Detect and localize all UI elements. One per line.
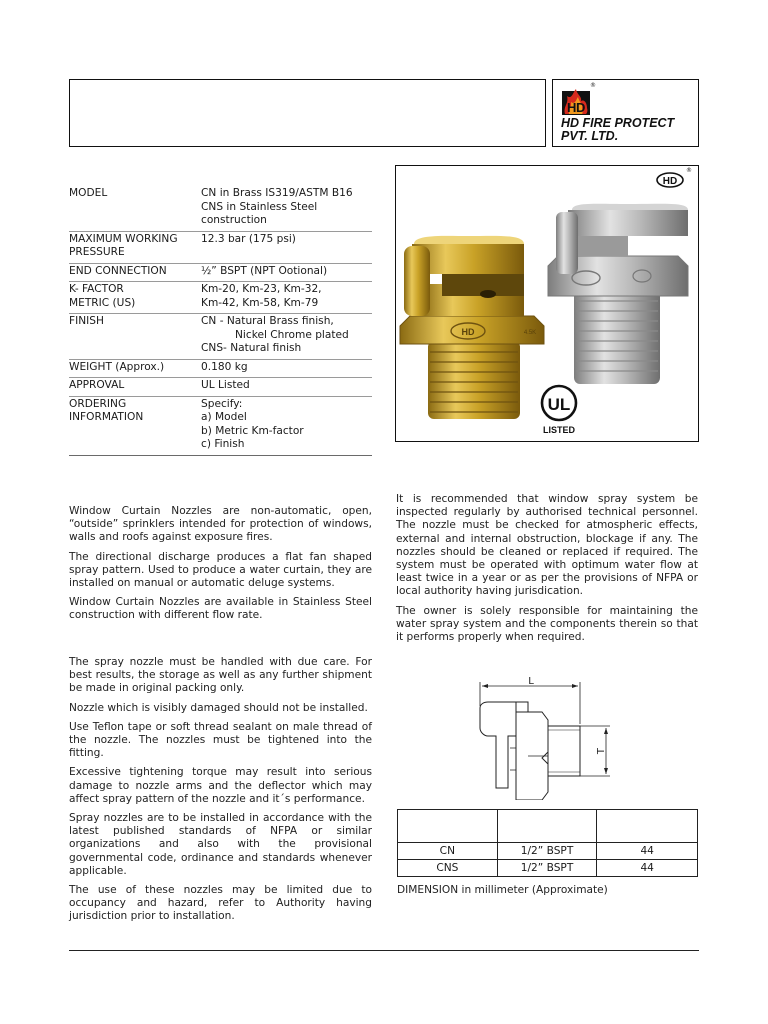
- installation-paragraph: The use of these nozzles may be limited due to occupancy and hazard, refer to Authority having jurisdiction prior to installation.: [69, 884, 372, 923]
- company-name-line1: HD FIRE PROTECT: [561, 116, 675, 130]
- spec-value: [201, 359, 372, 378]
- spec-key-line: WEIGHT (Approx.): [69, 360, 165, 373]
- spec-row: [69, 359, 372, 378]
- svg-text:H: H: [567, 100, 577, 115]
- spec-key-line: END CONNECTION: [69, 264, 167, 277]
- dimension-cell: 44: [597, 843, 698, 860]
- hd-badge-text: HD: [662, 176, 678, 187]
- spec-key-line: APPROVAL: [69, 379, 125, 391]
- spec-key: [69, 378, 201, 397]
- dimension-row: [398, 843, 698, 860]
- spec-value-line: Specify:: [201, 397, 243, 410]
- spec-key-line: MODEL: [69, 187, 108, 199]
- dimension-header-cell: [398, 810, 498, 843]
- spec-value-line: CN - Natural Brass finish,: [201, 315, 334, 327]
- installation-paragraph: Spray nozzles are to be installed in accordance with the latest published standards of NFPA or similar organizations and also with the provisional governmental code, ordinance and standards whenever applicable.: [69, 812, 372, 877]
- brass-nozzle-stamp-side: 4.5K: [523, 330, 537, 336]
- spec-value: [201, 282, 372, 314]
- hd-flame-logo-icon: [561, 86, 591, 116]
- description-paragraph: Window Curtain Nozzles are available in Stainless Steel construction with different flow rate.: [69, 596, 372, 622]
- spec-row: [69, 186, 372, 231]
- brass-nozzle-stamp: HD: [461, 327, 475, 337]
- spec-value-line: CN in Brass IS319/ASTM B16: [201, 187, 353, 199]
- spec-row: [69, 263, 372, 282]
- installation-paragraph: The spray nozzle must be handled with due care. For best results, the storage as well as any further shipment be made in original packing only.: [69, 656, 372, 695]
- dimension-cell: 1/2” BSPT: [497, 860, 597, 877]
- spec-value-line: construction: [201, 214, 267, 226]
- spec-value-line: b) Metric Km-factor: [201, 424, 304, 437]
- dimension-label-t: T: [596, 747, 607, 755]
- dimension-header-cell: [597, 810, 698, 843]
- dimension-cell: CN: [398, 843, 498, 860]
- hd-badge-registered: ®: [686, 167, 692, 174]
- spec-key-line: PRESSURE: [69, 246, 125, 258]
- maintenance-section: [396, 493, 698, 650]
- spec-key-line: INFORMATION: [69, 411, 144, 423]
- spec-key-line: METRIC (US): [69, 296, 136, 309]
- dimension-label-l: L: [528, 676, 534, 687]
- spec-key: [69, 282, 201, 314]
- spec-value: [201, 396, 372, 455]
- maintenance-paragraph: It is recommended that window spray system be inspected regularly by authorised technical personnel. The nozzle must be checked for atmospheric effects, external and internal obstruction, blockage if any. The nozzles should be cleaned or replaced if required. The system must be operated with optimum water flow at least twice in a year or as per the provisions of NFPA or local authority having jurisdication.: [396, 493, 698, 598]
- dimension-cell: 44: [597, 860, 698, 877]
- registered-mark: ®: [590, 82, 596, 89]
- spec-key-line: ORDERING: [69, 397, 127, 410]
- hd-badge-icon: [657, 167, 692, 187]
- spec-value-line: UL Listed: [201, 379, 250, 391]
- spec-row: [69, 378, 372, 397]
- description-paragraph: The directional discharge produces a flat fan shaped spray pattern. Used to produce a water curtain, they are installed on manual or automatic deluge systems.: [69, 550, 372, 590]
- description-section: [69, 505, 372, 629]
- spec-value-line: CNS in Stainless Steel: [201, 200, 318, 213]
- dimension-row: [398, 860, 698, 877]
- stainless-nozzle-image: [548, 204, 688, 384]
- spec-row: [69, 314, 372, 360]
- spec-value-line: Nickel Chrome plated: [235, 328, 349, 341]
- installation-paragraph: Use Teflon tape or soft thread sealant on male thread of the nozzle. The nozzles must be tightened into the fitting.: [69, 720, 372, 760]
- spec-value: [201, 314, 372, 360]
- spec-row: [69, 231, 372, 263]
- spec-key: [69, 359, 201, 378]
- spec-row: [69, 282, 372, 314]
- spec-key: [69, 396, 201, 455]
- specification-table: [69, 186, 372, 456]
- dimension-table: [397, 809, 698, 877]
- brass-nozzle-image: [400, 236, 544, 419]
- spec-value-line: ½” BSPT (NPT Ootional): [201, 264, 328, 277]
- document-title-box: [69, 79, 546, 147]
- spec-value-line: 12.3 bar (175 psi): [201, 232, 296, 245]
- spec-key: [69, 314, 201, 360]
- spec-key-line: FINISH: [69, 315, 104, 327]
- product-photo: [395, 165, 699, 442]
- ul-mark-text: UL: [547, 395, 571, 414]
- spec-value: [201, 231, 372, 263]
- dimension-header-row: [398, 810, 698, 843]
- ul-listed-mark-icon: [542, 386, 576, 435]
- description-paragraph: Window Curtain Nozzles are non-automatic, open, “outside” sprinklers intended for protection of windows, walls and roofs against exposure fires.: [69, 505, 372, 544]
- company-name: [561, 117, 674, 143]
- spec-value-line: c) Finish: [201, 438, 245, 450]
- ul-listed-text: LISTED: [542, 425, 576, 435]
- spec-row: [69, 396, 372, 455]
- company-name-line2: PVT. LTD.: [561, 129, 619, 143]
- dimension-diagram: [470, 672, 620, 800]
- spec-key: [69, 186, 201, 231]
- maintenance-paragraph: The owner is solely responsible for maintaining the water spray system and the components therein so that it performs properly when required.: [396, 604, 698, 644]
- spec-value: [201, 263, 372, 282]
- company-logo-box: [552, 79, 699, 147]
- spec-key-line: K- FACTOR: [69, 283, 124, 295]
- spec-key-line: MAXIMUM WORKING: [69, 232, 178, 245]
- spec-value: [201, 378, 372, 397]
- dimension-cell: CNS: [398, 860, 498, 877]
- spec-value: [201, 186, 372, 231]
- dimension-cell: 1/2” BSPT: [497, 843, 597, 860]
- spec-value-line: Km-20, Km-23, Km-32,: [201, 283, 322, 295]
- footer-divider: [69, 950, 699, 951]
- dimension-note: DIMENSION in millimeter (Approximate): [397, 884, 608, 896]
- spec-value-line: CNS- Natural finish: [201, 342, 302, 354]
- nozzle-photo-illustration: [396, 166, 699, 442]
- installation-paragraph: Nozzle which is visibly damaged should not be installed.: [69, 701, 368, 714]
- spec-value-line: a) Model: [201, 411, 247, 423]
- svg-text:D: D: [576, 100, 586, 115]
- dimension-header-cell: [497, 810, 597, 843]
- spec-key: [69, 263, 201, 282]
- spec-key: [69, 231, 201, 263]
- installation-paragraph: Excessive tightening torque may result into serious damage to nozzle arms and the deflector which may affect spray pattern of the nozzle and it´s performance.: [69, 766, 372, 805]
- installation-section: [69, 656, 372, 930]
- spec-value-line: Km-42, Km-58, Km-79: [201, 296, 319, 309]
- spec-value-line: 0.180 kg: [201, 360, 248, 373]
